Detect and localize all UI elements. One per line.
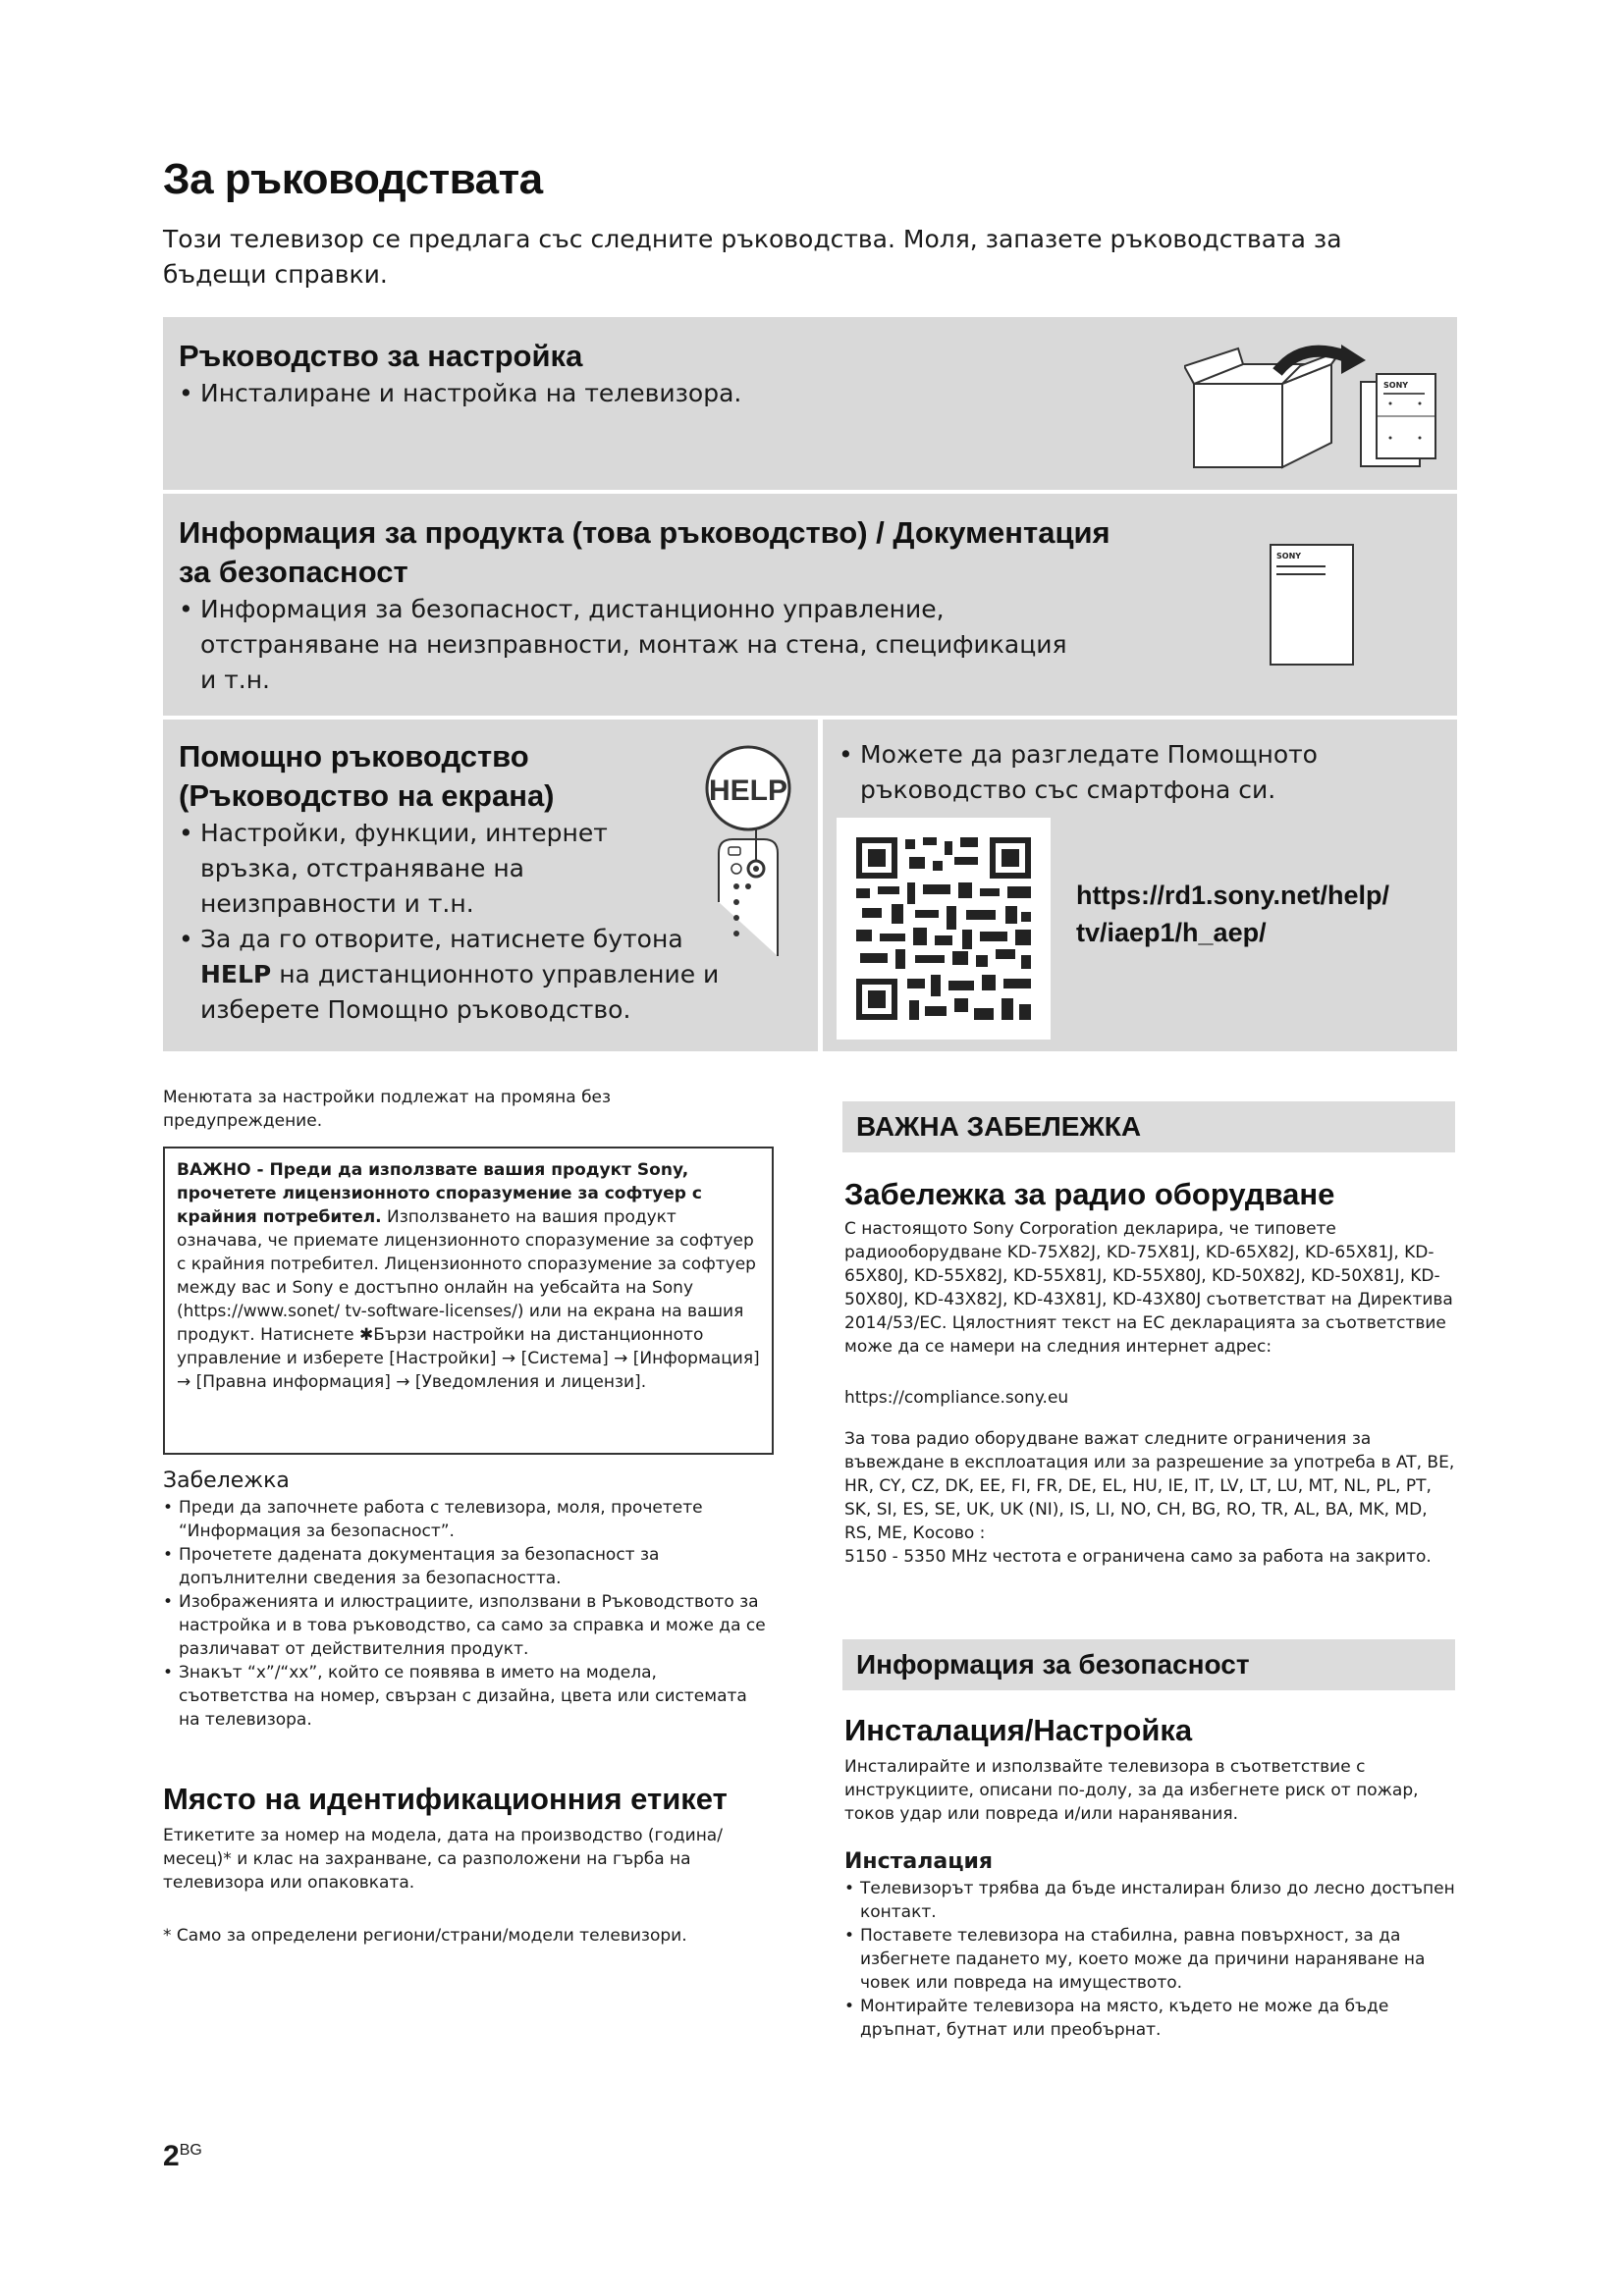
help-guide-bullet-2: • За да го отворите, натиснете бутона HELP на дистанционното управление и изберете Помощно ръководство. <box>179 922 731 1028</box>
notes-heading: Забележка <box>163 1468 290 1493</box>
qr-code-icon[interactable] <box>837 818 1051 1040</box>
quick-settings-label: Бързи настройки <box>373 1325 525 1345</box>
radio-frequency-text: 5150 - 5350 MHz честота е ограничена само за работа на закрито. <box>844 1547 1432 1567</box>
list-item: • Знакът “x”/“xx”, който се появява в името на модела, съответства на номер, свързан с дизайна, цвета или системата на телевизора. <box>163 1661 772 1732</box>
list-item: • Поставете телевизора на стабилна, равна повърхност, за да избегнете падането му, което може да причини нараняване на човек или повреда на имуществото. <box>844 1924 1455 1995</box>
list-item: • Преди да започнете работа с телевизора, моля, прочетете “Информация за безопасност”. <box>163 1496 772 1543</box>
page-title: За ръководствата <box>163 155 543 203</box>
help-guide-bullet-1: • Настройки, функции, интернет връзка, отстраняване на неизправности и т.н. <box>179 816 642 922</box>
product-info-bullet: • Информация за безопасност, дистанционно управление, отстраняване на неизправности, монтаж на стена, спецификация и т.н. <box>179 592 1084 698</box>
radio-equipment-heading: Забележка за радио оборудване <box>844 1177 1335 1211</box>
box-and-manual-icon <box>1184 345 1441 472</box>
install-setup-heading: Инсталация/Настройка <box>844 1713 1193 1747</box>
footnote: * Само за определени региони/страни/модели телевизори. <box>163 1926 687 1946</box>
list-item: • Монтирайте телевизора на място, където не може да бъде дръпнат, бутнат или преобърнат. <box>844 1995 1455 2042</box>
help-guide-heading: Помощно ръководство (Ръководство на екрана) <box>179 739 555 813</box>
product-info-heading-2: за безопасност <box>179 555 408 589</box>
page-number: 2BG <box>163 2140 202 2172</box>
installation-subheading: Инсталация <box>844 1849 994 1874</box>
product-brand-label: SONY <box>1276 552 1302 561</box>
license-notice-box <box>163 1147 774 1455</box>
license-notice-text-1: Използването на вашия продукт означава, че приемате лицензионното споразумение за софтуер с крайния потребител. Лицензионното споразумение за софтуер между вас и Sony е достъпно онлайн на уебсайта на Sony (https://www.sonet/ tv-software-licenses/) или на екрана на вашия продукт. Натиснете <box>177 1207 756 1345</box>
setup-brand-label: SONY <box>1383 381 1409 390</box>
list-item: • Прочетете дадената документация за безопасност за допълнителни сведения за безопасността. <box>163 1543 772 1590</box>
installation-section <box>844 1847 1455 2042</box>
help-badge-label: HELP <box>708 774 788 807</box>
label-location-text: Етикетите за номер на модела, дата на производство (година/ месец)* и клас на захранване, са разположени на гърба на телевизора или опаковката. <box>163 1826 723 1893</box>
product-info-heading-1: Информация за продукта (това ръководство) / Документация <box>179 515 1110 550</box>
product-info-panel <box>163 494 1457 716</box>
smartphone-bullet: • Можете да разгледате Помощното ръководство със смартфона си. <box>839 737 1371 808</box>
gear-icon: ✱ <box>358 1325 374 1345</box>
safety-info-bar: Информация за безопасност <box>842 1639 1455 1690</box>
setup-guide-heading: Ръководство за настройка <box>179 339 583 373</box>
install-setup-text: Инсталирайте и използвайте телевизора в съответствие с инструкциите, описани по-долу, за да избегнете риск от пожар, токов удар или повреда и/или наранявания. <box>844 1757 1419 1824</box>
list-item: • Изображенията и илюстрациите, използвани в Ръководството за настройка и в това ръководство, са само за справка и може да се различават от действителния продукт. <box>163 1590 772 1661</box>
help-url-link[interactable]: https://rd1.sony.net/help/ tv/iaep1/h_aep/ <box>1076 881 1390 947</box>
important-note-bar: ВАЖНА ЗАБЕЛЕЖКА <box>842 1101 1455 1152</box>
help-guide-panel <box>163 720 818 1051</box>
smartphone-panel <box>823 720 1457 1051</box>
license-notice-bold: ВАЖНО - Преди да използвате вашия продукт Sony, прочетете лицензионното споразумение за софтуер с крайния потребител. <box>177 1160 702 1227</box>
setup-guide-panel <box>163 317 1457 490</box>
intro-text: Този телевизор се предлага със следните ръководства. Моля, запазете ръководствата за бъдещи справки. <box>163 225 1342 289</box>
manual-booklet-icon <box>1253 539 1361 668</box>
list-item: • Телевизорът трябва да бъде инсталиран близо до лесно достъпен контакт. <box>844 1877 1455 1924</box>
radio-declaration-text: С настоящото Sony Corporation декларира, че типовете радиооборудване KD-75X82J, KD-75X81J, KD-65X82J, KD-65X81J, KD-65X80J, KD-55X82J, KD-55X81J, KD-55X80J, KD-50X82J, KD-50X81J, KD-50X80J, KD-43X82J, KD-43X81J, KD-43X80J съответстват на Директива 2014/53/ЕС. Цялостният текст на ЕС декларацията за съответствие може да се намери на следния интернет адрес: <box>844 1219 1453 1357</box>
remote-help-button-icon <box>697 745 799 961</box>
notes-section <box>163 1467 772 1732</box>
menu-change-note: Менютата за настройки подлежат на промяна без предупреждение. <box>163 1088 612 1131</box>
setup-guide-bullet: • Инсталиране и настройка на телевизора. <box>179 376 1161 411</box>
compliance-url[interactable]: https://compliance.sony.eu <box>844 1388 1069 1408</box>
license-notice-text-2: на дистанционното управление и изберете [Настройки] → [Система] → [Информация] → [Правна информация] → [Уведомления и лицензи]. <box>177 1325 760 1392</box>
radio-restrictions-text: За това радио оборудване важат следните ограничения за въвеждане в експлоатация или за разрешение за употреба в AT, BE, HR, CY, CZ, DK, EE, FI, FR, DE, EL, HU, IE, IT, LV, LT, LU, MT, NL, PL, PT, SK, SI, ES, SE, UK, UK (NI), IS, LI, NO, CH, BG, RO, TR, AL, BA, MK, MD, RS, ME, Косово : <box>844 1429 1455 1543</box>
qr-code-wrapper <box>837 818 1051 1040</box>
label-location-heading: Място на идентификационния етикет <box>163 1782 728 1816</box>
